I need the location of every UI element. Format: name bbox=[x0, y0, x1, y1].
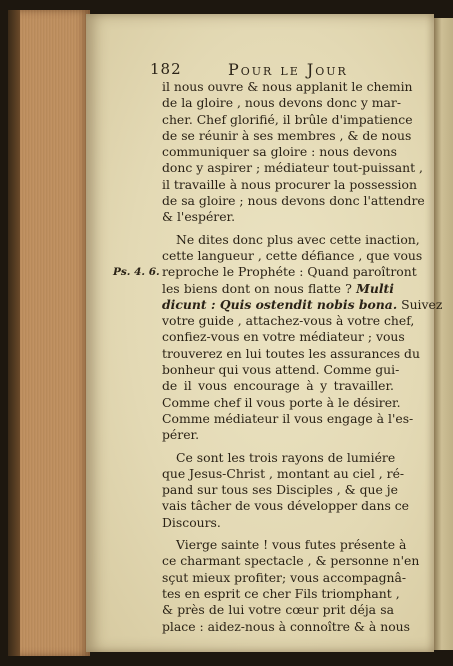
running-title: Pour le Jour bbox=[228, 60, 348, 79]
page-number: 182 bbox=[150, 60, 182, 78]
text-line: ce charmant spectacle , & personne n'en bbox=[162, 553, 420, 569]
text-segment: Suivez bbox=[401, 296, 443, 312]
text-line: pand sur tous ses Disciples , & que je bbox=[162, 482, 398, 498]
next-page-edge bbox=[434, 18, 453, 650]
text-line: de sa gloire ; nous devons donc l'attendre bbox=[162, 193, 425, 209]
text-segment: les biens dont on nous flatte ? bbox=[162, 280, 352, 296]
text-line: il travaille à nous procurer la possession bbox=[162, 176, 417, 192]
body-text bbox=[162, 79, 443, 635]
text-line: Ne dites donc plus avec cette inaction, bbox=[176, 231, 420, 247]
text-line: confiez-vous en votre médiateur ; vous bbox=[162, 329, 405, 345]
text-line: il nous ouvre & nous applanit le chemin bbox=[162, 79, 413, 94]
paragraph-2 bbox=[162, 231, 443, 444]
text-line: place : aidez-nous à connoître & à nous bbox=[162, 618, 411, 634]
text-line: cher. Chef glorifié, il brûle d'impatience bbox=[162, 111, 413, 127]
text-line: Comme chef il vous porte à le désirer. bbox=[162, 394, 401, 410]
text-line: vais tâcher de vous développer dans ce bbox=[162, 498, 410, 514]
text-line: & l'espérer. bbox=[162, 209, 236, 225]
text-line: Ce sont les trois rayons de lumiére bbox=[176, 449, 396, 465]
text-line: trouverez en lui toutes les assurances du bbox=[162, 345, 420, 361]
page-edges bbox=[18, 10, 90, 656]
text-line-with-latin bbox=[162, 296, 443, 313]
text-line: votre guide , attachez-vous à votre chef, bbox=[162, 313, 415, 329]
text-line: donc y aspirer ; médiateur tout-puissant , bbox=[162, 160, 423, 176]
text-line: sçut mieux profiter; vous accompagnâ- bbox=[162, 569, 407, 585]
text-line: & près de lui votre cœur prit déja sa bbox=[162, 602, 394, 618]
paragraph-1 bbox=[162, 79, 425, 226]
text-line-with-latin bbox=[162, 281, 394, 297]
text-line: cette langueur , cette défiance , que vous bbox=[162, 247, 423, 263]
text-line: communiquer sa gloire : nous devons bbox=[162, 144, 398, 160]
text-line: de la gloire , nous devons donc y mar- bbox=[162, 95, 402, 111]
margin-reference: Ps. 4. 6. bbox=[113, 266, 160, 278]
latin-quote-start: Multi bbox=[356, 280, 394, 296]
text-line: reproche le Prophéte : Quand paroîtront bbox=[162, 264, 417, 280]
paragraph-4 bbox=[162, 537, 420, 635]
latin-quote: dicunt : Quis ostendit nobis bona. bbox=[162, 296, 398, 312]
text-line: que Jesus-Christ , montant au ciel , ré- bbox=[162, 465, 405, 481]
text-line: Comme médiateur il vous engage à l'es- bbox=[162, 410, 414, 426]
text-line: tes en esprit ce cher Fils triomphant , bbox=[162, 585, 400, 601]
text-line: de il vous encourage à y travailler. bbox=[162, 378, 394, 394]
paragraph-3 bbox=[162, 449, 410, 531]
text-line: pérer. bbox=[162, 427, 200, 443]
text-line: Vierge sainte ! vous futes présente à bbox=[176, 537, 407, 553]
running-header bbox=[150, 60, 410, 80]
text-line: de se réunir à ses membres , & de nous bbox=[162, 127, 412, 143]
text-line: bonheur qui vous attend. Comme gui- bbox=[162, 362, 400, 378]
text-line: Discours. bbox=[162, 514, 221, 530]
